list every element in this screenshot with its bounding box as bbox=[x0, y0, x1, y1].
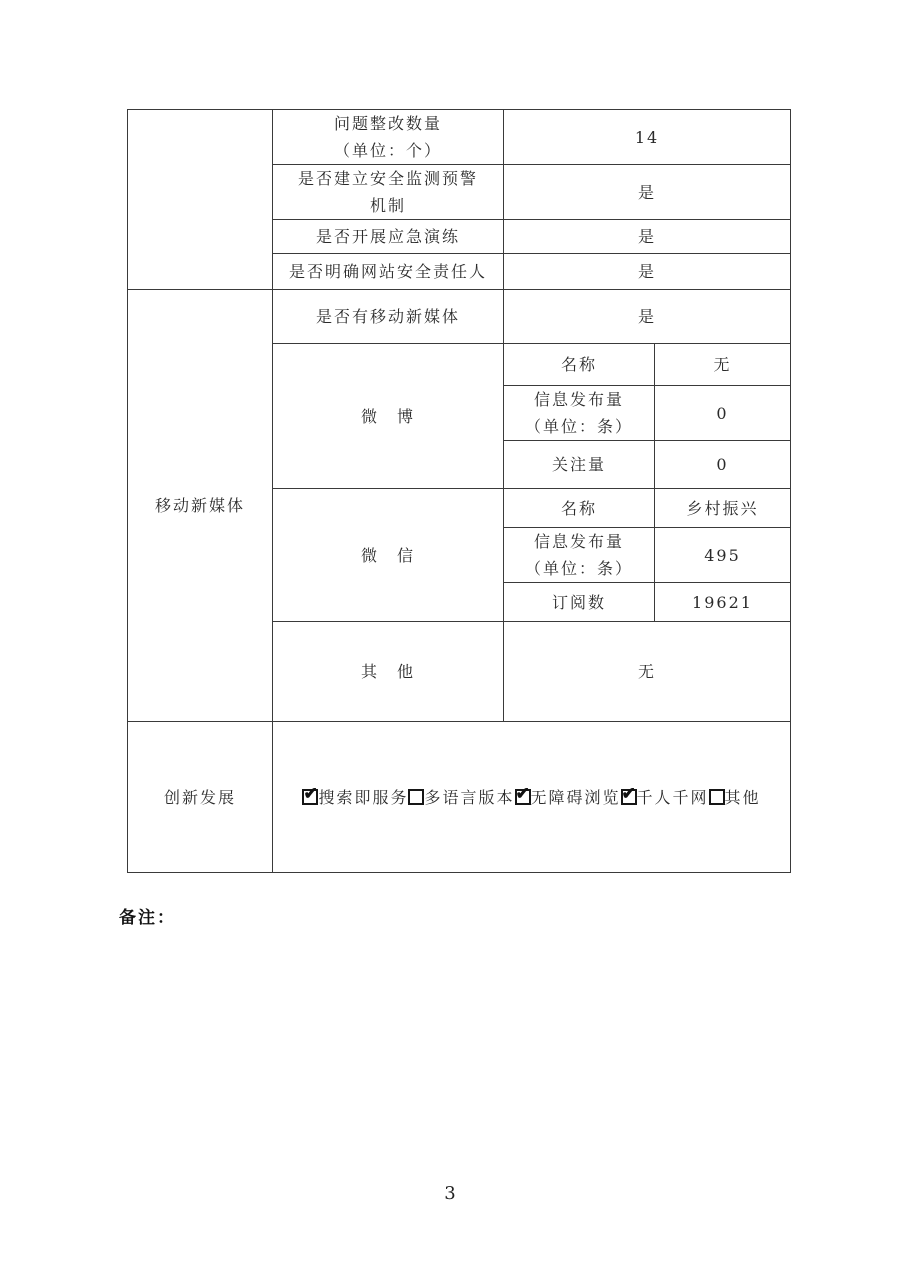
value-weibo-name: 无 bbox=[655, 344, 791, 386]
label-wechat-posts bbox=[504, 528, 655, 583]
label-wechat-name: 名称 bbox=[504, 489, 655, 528]
label-other-media: 其 他 bbox=[273, 622, 504, 722]
innovation-options-cell bbox=[273, 722, 791, 873]
innovation-option bbox=[408, 784, 514, 811]
checkbox-icon bbox=[302, 789, 318, 805]
checkbox-icon bbox=[709, 789, 725, 805]
value-other-media: 无 bbox=[504, 622, 791, 722]
label-emergency-drill: 是否开展应急演练 bbox=[273, 220, 504, 254]
subsection-cell-wechat: 微 信 bbox=[273, 489, 504, 622]
label-security-responsible: 是否明确网站安全责任人 bbox=[273, 254, 504, 290]
checkbox-icon bbox=[408, 789, 424, 805]
value-security-responsible: 是 bbox=[504, 254, 791, 290]
label-line: （单位：条） bbox=[524, 417, 633, 436]
label-line: 信息发布量 bbox=[533, 390, 624, 409]
notes-label: 备注： bbox=[119, 908, 176, 928]
innovation-option-label: 千人千网 bbox=[636, 787, 709, 807]
innovation-option-label: 无障碍浏览 bbox=[530, 787, 621, 807]
label-weibo-name: 名称 bbox=[504, 344, 655, 386]
label-line: 问题整改数量 bbox=[333, 114, 442, 133]
label-monitor-warning bbox=[273, 165, 504, 220]
value-monitor-warning: 是 bbox=[504, 165, 791, 220]
label-line: （单位：个） bbox=[333, 141, 442, 160]
innovation-option-label: 多语言版本 bbox=[424, 787, 515, 807]
innovation-option bbox=[515, 784, 621, 811]
value-emergency-drill: 是 bbox=[504, 220, 791, 254]
section-cell-continued bbox=[128, 110, 273, 290]
subsection-cell-weibo: 微 博 bbox=[273, 344, 504, 489]
table-row bbox=[128, 290, 791, 344]
value-wechat-subscribers: 19621 bbox=[655, 583, 791, 622]
label-wechat-subscribers: 订阅数 bbox=[504, 583, 655, 622]
label-line: （单位：条） bbox=[524, 559, 633, 578]
section-cell-mobile-media: 移动新媒体 bbox=[128, 290, 273, 722]
label-rectify-count bbox=[273, 110, 504, 165]
value-rectify-count: 14 bbox=[504, 110, 791, 165]
table-row bbox=[128, 110, 791, 165]
label-weibo-followers: 关注量 bbox=[504, 441, 655, 489]
label-has-mobile-media: 是否有移动新媒体 bbox=[273, 290, 504, 344]
page-number: 3 bbox=[444, 1183, 456, 1204]
value-weibo-followers: 0 bbox=[655, 441, 791, 489]
label-line: 是否建立安全监测预警 bbox=[297, 169, 478, 188]
innovation-option bbox=[621, 784, 709, 811]
annual-report-table bbox=[127, 109, 791, 873]
value-has-mobile-media: 是 bbox=[504, 290, 791, 344]
label-line: 机制 bbox=[369, 196, 406, 215]
innovation-option bbox=[709, 784, 761, 811]
label-weibo-posts bbox=[504, 386, 655, 441]
checkbox-icon bbox=[515, 789, 531, 805]
innovation-option-label: 搜索即服务 bbox=[318, 787, 409, 807]
innovation-option bbox=[302, 784, 408, 811]
table-row bbox=[128, 722, 791, 873]
label-line: 信息发布量 bbox=[533, 532, 624, 551]
innovation-option-label: 其他 bbox=[724, 787, 761, 807]
section-cell-innovation: 创新发展 bbox=[128, 722, 273, 873]
checkbox-icon bbox=[621, 789, 637, 805]
value-wechat-name: 乡村振兴 bbox=[655, 489, 791, 528]
value-wechat-posts: 495 bbox=[655, 528, 791, 583]
value-weibo-posts: 0 bbox=[655, 386, 791, 441]
